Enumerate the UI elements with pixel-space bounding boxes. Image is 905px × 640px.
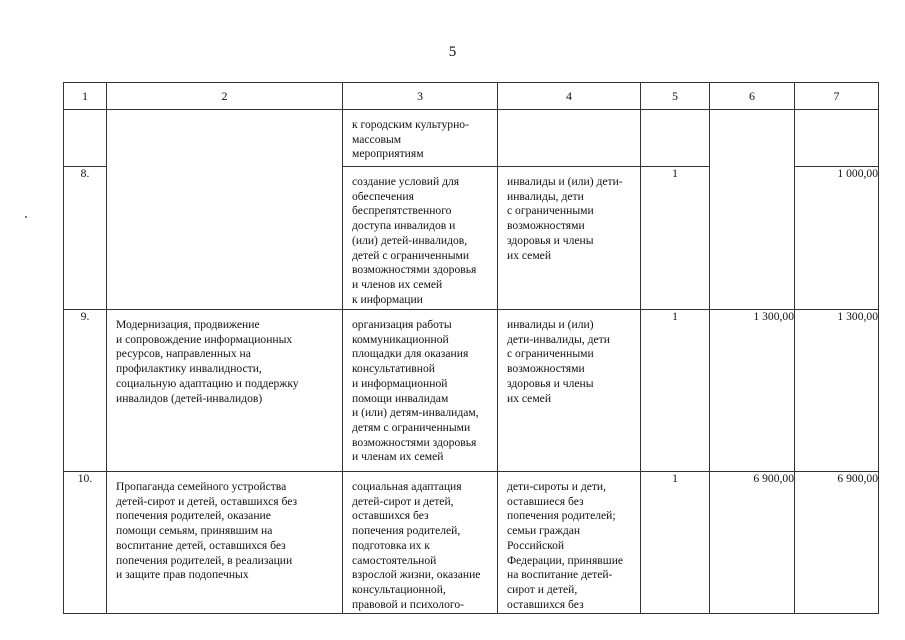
cell-line: и членов их семей xyxy=(352,277,443,291)
col6-cell xyxy=(710,110,795,310)
cell-line: попечения родителей; xyxy=(507,509,616,523)
cell-line: попечения родителей, в реализации xyxy=(116,553,293,567)
cell-line: инвалиды и (или) xyxy=(507,318,594,331)
cell-line: воспитание детей, оставшихся без xyxy=(116,538,286,552)
cell-line: детей-сирот и детей, xyxy=(352,494,454,508)
table-row xyxy=(64,472,879,614)
event-cell xyxy=(343,110,498,167)
cell-line: беспрепятственного xyxy=(352,204,452,218)
cell-line: здоровья и члены xyxy=(507,376,594,390)
cell-line: взрослой жизни, оказание xyxy=(352,568,481,582)
cell-line: обеспечения xyxy=(352,189,414,203)
page-number: 5 xyxy=(448,44,457,60)
col7-cell xyxy=(795,110,879,167)
cell-line: оставшихся без xyxy=(507,597,584,611)
cell-line: мероприятиям xyxy=(352,147,424,161)
event-cell xyxy=(343,310,498,472)
row-number-cell: 10. xyxy=(64,472,107,614)
cell-line: детей-сирот и детей, оставшихся без xyxy=(116,494,298,508)
row-number-cell: 9. xyxy=(64,310,107,472)
cell-line: помощи семьям, принявшим на xyxy=(116,524,273,538)
header-col-2: 2 xyxy=(107,83,343,110)
measure-text xyxy=(107,310,342,406)
cell-line: инвалиды, дети xyxy=(507,189,584,203)
header-col-6: 6 xyxy=(710,83,795,110)
cell-line: инвалидов (детей-инвалидов) xyxy=(116,391,263,405)
cell-line: создание условий для xyxy=(352,175,460,188)
cell-line: оставшихся без xyxy=(352,509,429,523)
cell-line: и (или) детям-инвалидам, xyxy=(352,406,479,420)
cell-line: дети-сироты и дети, xyxy=(507,480,607,493)
event-cell xyxy=(343,167,498,310)
header-col-5: 5 xyxy=(641,83,710,110)
cell-line: и членам их семей xyxy=(352,450,444,464)
cell-line: и защите прав подопечных xyxy=(116,568,249,582)
cell-line: возможностями xyxy=(507,219,585,233)
cell-line: детей с ограниченными xyxy=(352,248,470,262)
event-text xyxy=(343,167,497,307)
cell-line: помощи инвалидам xyxy=(352,391,449,405)
scan-speck xyxy=(25,216,27,218)
cell-line: их семей xyxy=(507,248,552,262)
cell-line: ресурсов, направленных на xyxy=(116,347,251,361)
category-cell xyxy=(498,472,641,614)
col5-cell: 1 xyxy=(641,167,710,310)
col7-cell: 6 900,00 xyxy=(795,472,879,614)
row-number-cell xyxy=(64,110,107,167)
category-text xyxy=(498,167,640,263)
cell-line: с ограниченными xyxy=(507,347,594,361)
cell-line: профилактику инвалидности, xyxy=(116,362,262,376)
row-number-cell: 8. xyxy=(64,167,107,310)
cell-line: социальную адаптацию и поддержку xyxy=(116,376,299,390)
cell-line: социальная адаптация xyxy=(352,480,462,493)
cell-line: Российской xyxy=(507,538,565,552)
cell-line: и информационной xyxy=(352,376,448,390)
cell-line: Модернизация, продвижение xyxy=(116,318,260,331)
col6-cell: 1 300,00 xyxy=(710,310,795,472)
cell-line: правовой и психолого- xyxy=(352,597,464,611)
event-cell xyxy=(343,472,498,614)
cell-line: сирот и детей, xyxy=(507,582,578,596)
measure-cell xyxy=(107,110,343,310)
cell-line: возможностями xyxy=(507,362,585,376)
cell-line: семьи граждан xyxy=(507,524,581,538)
measure-text xyxy=(107,472,342,583)
header-row xyxy=(64,83,879,110)
header-col-4: 4 xyxy=(498,83,641,110)
header-col-1: 1 xyxy=(64,83,107,110)
program-table xyxy=(63,82,879,614)
category-text xyxy=(498,310,640,406)
measure-cell xyxy=(107,310,343,472)
cell-line: консультативной xyxy=(352,362,435,376)
table-row xyxy=(64,110,879,167)
table-row xyxy=(64,310,879,472)
cell-line: здоровья и члены xyxy=(507,233,594,247)
cell-line: консультационной, xyxy=(352,582,446,596)
cell-line: к информации xyxy=(352,292,423,306)
col5-cell: 1 xyxy=(641,310,710,472)
cell-line: и сопровождение информационных xyxy=(116,332,293,346)
measure-cell xyxy=(107,472,343,614)
cell-line: доступа инвалидов и xyxy=(352,219,456,233)
cell-line: массовым xyxy=(352,132,402,146)
col6-cell: 6 900,00 xyxy=(710,472,795,614)
category-text xyxy=(498,472,640,612)
cell-line: их семей xyxy=(507,391,552,405)
category-cell xyxy=(498,167,641,310)
col5-cell: 1 xyxy=(641,472,710,614)
cell-line: инвалиды и (или) дети- xyxy=(507,175,623,188)
event-text xyxy=(343,310,497,465)
col5-cell xyxy=(641,110,710,167)
event-text xyxy=(343,472,497,612)
cell-line: оставшиеся без xyxy=(507,494,584,508)
col7-cell: 1 300,00 xyxy=(795,310,879,472)
cell-line: самостоятельной xyxy=(352,553,437,567)
cell-line: организация работы xyxy=(352,318,452,331)
col7-cell: 1 000,00 xyxy=(795,167,879,310)
cell-line: площадки для оказания xyxy=(352,347,469,361)
header-col-7: 7 xyxy=(795,83,879,110)
cell-line: дети-инвалиды, дети xyxy=(507,332,610,346)
category-cell xyxy=(498,310,641,472)
cell-line: Федерации, принявшие xyxy=(507,553,624,567)
cell-line: подготовка их к xyxy=(352,538,430,552)
cell-line: возможностями здоровья xyxy=(352,263,477,277)
cell-line: к городским культурно- xyxy=(352,118,469,131)
category-cell xyxy=(498,110,641,167)
event-text xyxy=(343,110,497,162)
cell-line: Пропаганда семейного устройства xyxy=(116,480,287,493)
cell-line: с ограниченными xyxy=(507,204,594,218)
cell-line: на воспитание детей- xyxy=(507,568,613,582)
cell-line: возможностями здоровья xyxy=(352,435,477,449)
cell-line: (или) детей-инвалидов, xyxy=(352,233,468,247)
header-col-3: 3 xyxy=(343,83,498,110)
cell-line: детям с ограниченными xyxy=(352,420,471,434)
cell-line: коммуникационной xyxy=(352,332,449,346)
cell-line: попечения родителей, xyxy=(352,524,461,538)
cell-line: попечения родителей, оказание xyxy=(116,509,271,523)
